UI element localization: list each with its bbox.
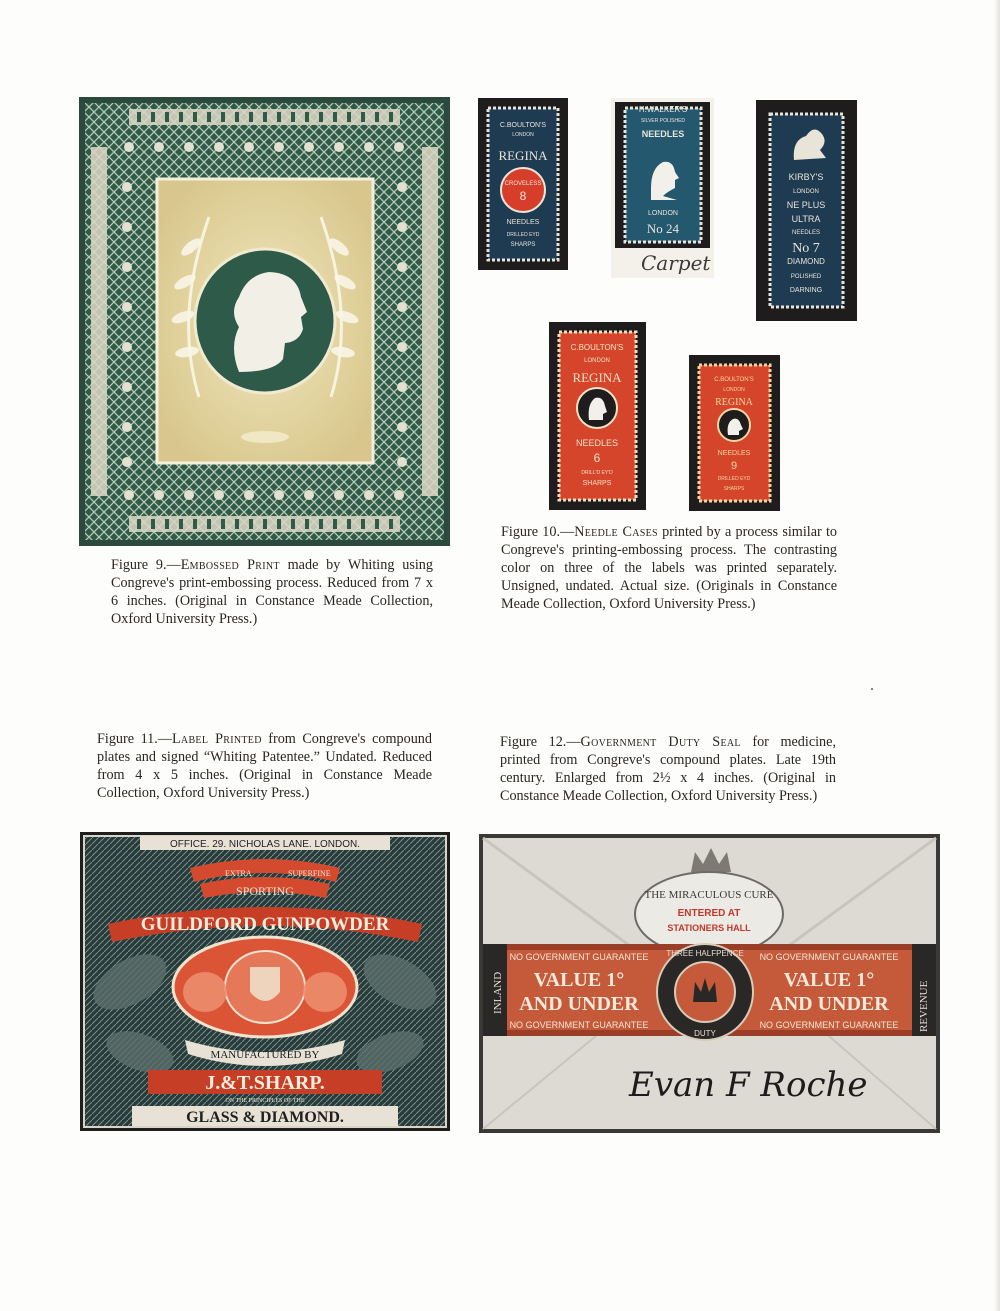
case-2-line-2: SILVER POLISHED — [640, 118, 686, 124]
case-2-handwriting: Carpet — [641, 251, 711, 275]
seal-oval-bottom: STATIONERS HALL — [667, 923, 751, 933]
seal-oval-top: THE MIRACULOUS CURE — [644, 889, 774, 901]
case-3-line-6: No 7 — [792, 241, 820, 256]
label-superfine: SUPERFINE — [288, 869, 331, 878]
seal-circle-text: THREE HALFPENCE — [666, 949, 744, 958]
figure-body: printed by a process similar to Congreve's printing-embossing process. The contrasting color on three of the labels was printed separately. Unsigned, undated. Actual size. (Originals in Constance Meade Collection, Oxford University Press.) — [501, 524, 838, 612]
case-1-line-7: DRILLED EYD — [506, 232, 540, 238]
page-speck — [871, 688, 873, 690]
label-principles: ON THE PRINCIPLES OF THE — [225, 1098, 305, 1104]
seal-oval-mid: ENTERED AT — [677, 908, 741, 919]
seal-value-right: VALUE 1° — [783, 969, 875, 991]
seal-and-under-right: AND UNDER — [769, 993, 889, 1015]
case-3-line-5: NEEDLES — [791, 230, 821, 236]
needle-case-5 — [689, 355, 780, 511]
figure-title: Label Printed — [171, 731, 262, 747]
figure-body: for medicine, printed from Congreve's compound plates. Late 19th century. Enlarged from 2½ x 4 inches. (Original in Constance Meade Collection, Oxford University Press.) — [500, 734, 836, 804]
case-3-line-4: ULTRA — [791, 214, 821, 224]
case-4-line-1: C.BOULTON'S — [570, 343, 624, 352]
label-brand: GUILDFORD GUNPOWDER — [140, 914, 390, 935]
figure-title: Needle Cases — [574, 524, 658, 540]
seal-revenue: REVENUE — [918, 980, 930, 1032]
case-4-line-4: NEEDLES — [575, 438, 619, 448]
needle-case-3 — [756, 100, 857, 321]
seal-guarantee-bottom-right: NO GOVERNMENT GUARANTEE — [759, 1020, 899, 1030]
needle-case-2 — [611, 98, 714, 278]
label-bottom: GLASS & DIAMOND. — [186, 1109, 344, 1126]
case-5-line-5: 9 — [730, 460, 738, 472]
label-extra: EXTRA — [225, 869, 252, 878]
seal-duty: DUTY — [694, 1029, 716, 1038]
duty-seal-image — [479, 834, 940, 1133]
case-3-line-8: POLISHED — [790, 274, 822, 280]
case-2-line-4: LONDON — [648, 210, 678, 217]
label-top-address: OFFICE. 29. NICHOLAS LANE. LONDON. — [169, 839, 361, 850]
figure-number: Figure 12.— — [500, 734, 581, 750]
seal-guarantee-top-right: NO GOVERNMENT GUARANTEE — [759, 952, 899, 962]
case-5-line-3: REGINA — [715, 397, 753, 408]
case-1-line-8: SHARPS — [510, 242, 536, 248]
case-3-line-3: NE PLUS — [786, 200, 826, 210]
case-2-line-1: H.WALKER'S — [638, 105, 688, 114]
needle-case-4 — [549, 322, 646, 510]
case-5-line-6: DRILLED EYD — [717, 476, 751, 482]
case-4-line-3: REGINA — [572, 370, 622, 385]
figure-number: Figure 9.— — [111, 557, 181, 573]
case-1-line-5: 8 — [519, 189, 527, 203]
case-1-line-3: REGINA — [498, 148, 548, 163]
figure-number: Figure 11.— — [97, 731, 172, 747]
figure-title: Government Duty Seal — [580, 734, 741, 750]
case-1-line-2: LONDON — [512, 132, 534, 138]
case-2-line-3: NEEDLES — [641, 129, 685, 139]
embossed-print-image — [79, 97, 450, 546]
figure-title: Embossed Print — [180, 557, 280, 573]
case-4-line-5: 6 — [593, 451, 601, 465]
needle-case-1 — [478, 98, 568, 270]
case-5-line-1: C.BOULTON'S — [714, 377, 754, 383]
gunpowder-label-image — [80, 832, 450, 1131]
figure-10-caption — [501, 523, 837, 613]
seal-value-left: VALUE 1° — [533, 969, 625, 991]
case-1-line-4: CROVELESS — [504, 181, 542, 187]
seal-signature: Evan F Roche — [629, 1065, 868, 1105]
case-5-line-2: LONDON — [723, 387, 745, 393]
figure-12-duty-seal — [479, 834, 940, 1133]
figure-12-caption — [500, 733, 836, 805]
page-edge — [994, 0, 1000, 1311]
seal-inland: INLAND — [492, 971, 504, 1014]
case-5-line-4: NEEDLES — [717, 450, 751, 457]
case-1-line-6: NEEDLES — [506, 219, 540, 226]
figure-11-caption — [97, 730, 432, 802]
case-3-line-9: DARNING — [789, 287, 823, 294]
case-3-line-1: KIRBY'S — [788, 172, 824, 182]
case-4-line-7: SHARPS — [582, 480, 612, 487]
case-2-line-5: No 24 — [646, 221, 680, 236]
label-manufactured-by: MANUFACTURED BY — [210, 1049, 320, 1061]
seal-guarantee-top-left: NO GOVERNMENT GUARANTEE — [509, 952, 649, 962]
case-4-line-2: LONDON — [584, 358, 610, 364]
figure-body: from Congreve's compound plates and signed “Whiting Patentee.” Undated. Reduced from 4 x 5 inches. (Original in Constance Meade Collection, Oxford University Press.) — [97, 731, 432, 801]
figure-body: made by Whiting using Congreve's print-embossing process. Reduced from 7 x 6 inches. (Original in Constance Meade Collection, Oxford University Press.) — [111, 557, 433, 627]
figure-9-caption — [111, 556, 433, 628]
case-3-line-7: DIAMOND — [787, 257, 825, 266]
case-4-line-6: DRILL'D EY'D — [581, 470, 613, 476]
needle-case-3-image — [756, 100, 857, 321]
case-5-line-7: SHARPS — [723, 486, 745, 492]
figure-9-embossed-print — [79, 97, 450, 546]
label-maker: J.&T.SHARP. — [205, 1072, 325, 1094]
case-1-line-1: C.BOULTON'S — [499, 122, 547, 129]
figure-number: Figure 10.— — [501, 524, 575, 540]
label-sporting: SPORTING — [236, 884, 294, 898]
needle-case-4-image — [549, 322, 646, 510]
needle-case-2-image — [611, 98, 714, 278]
seal-and-under-left: AND UNDER — [519, 993, 639, 1015]
needle-case-1-image — [478, 98, 568, 270]
figure-11-gunpowder-label — [80, 832, 450, 1131]
seal-guarantee-bottom-left: NO GOVERNMENT GUARANTEE — [509, 1020, 649, 1030]
needle-case-5-image — [689, 355, 780, 511]
case-3-line-2: LONDON — [793, 189, 819, 195]
